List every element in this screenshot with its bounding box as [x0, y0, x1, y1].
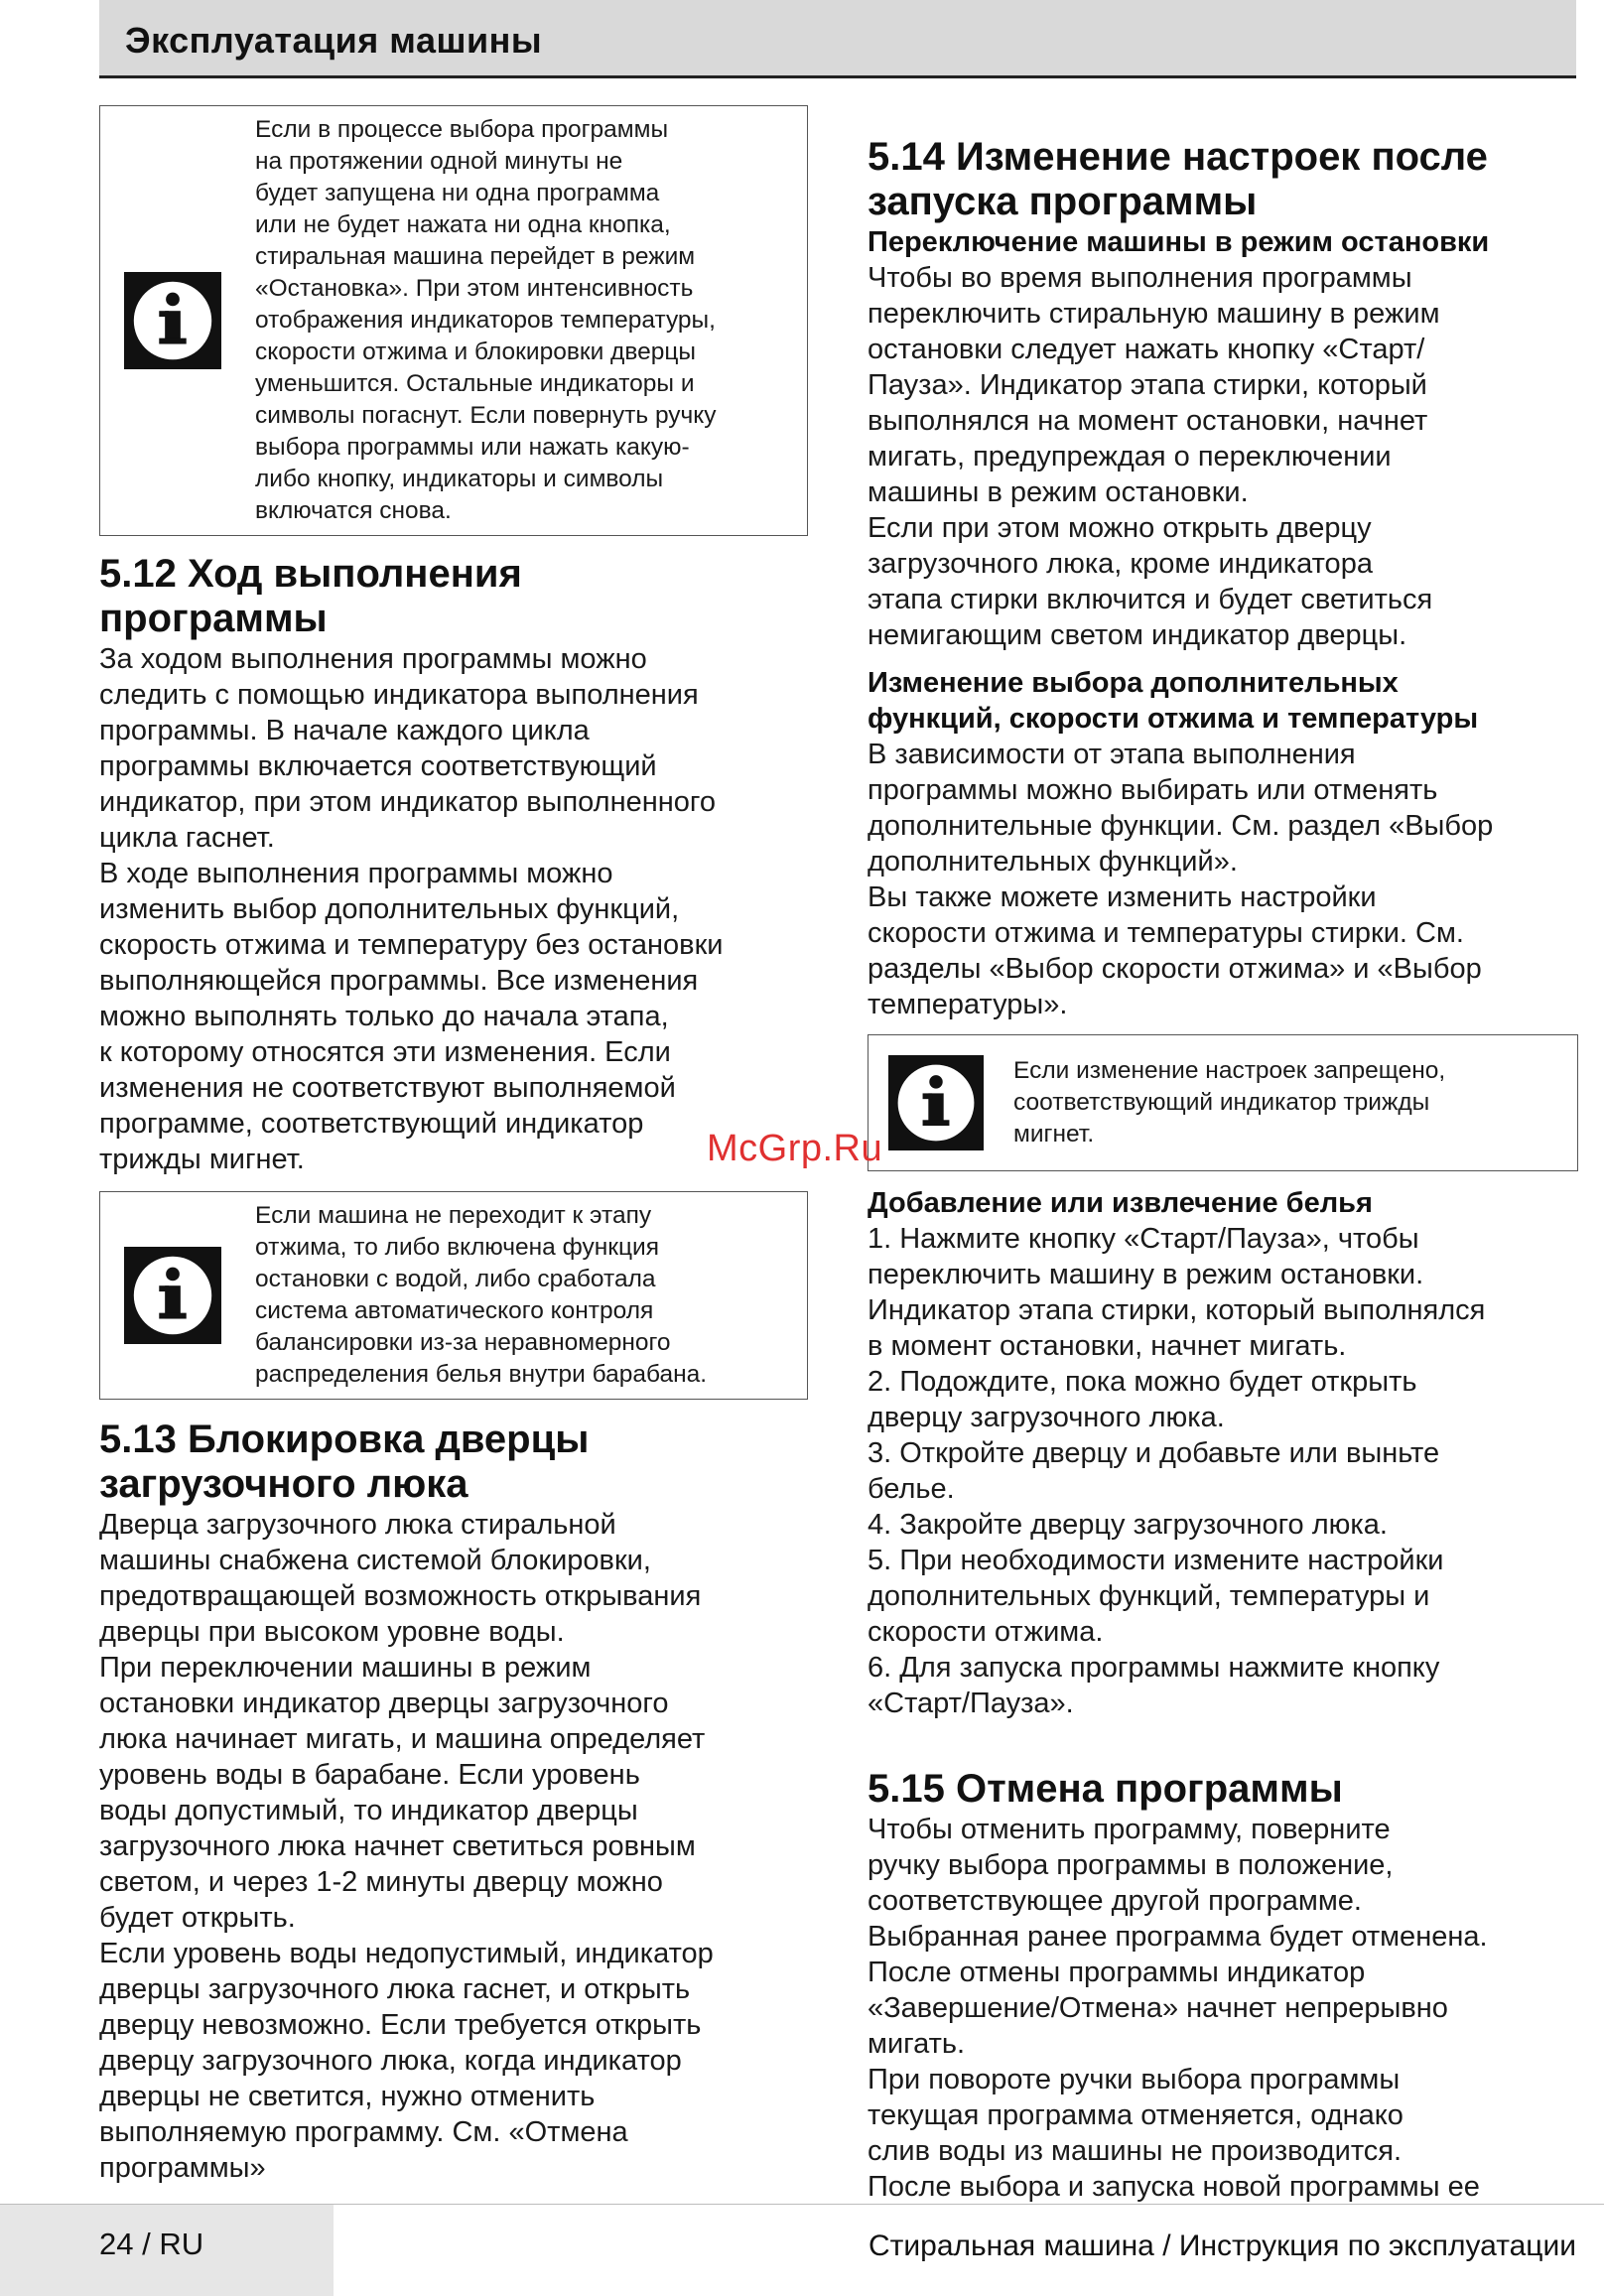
text-line: программы. В начале каждого цикла — [99, 715, 590, 746]
page-number: 24 / RU — [99, 2227, 204, 2261]
text-line: стиральная машина перейдет в режим — [255, 243, 696, 270]
text-line: скорость отжима и температуру без остановки — [99, 929, 724, 961]
text-line: 5.14 Изменение настроек после — [868, 135, 1488, 179]
text-line: 3. Откройте дверцу и добавьте или выньте — [868, 1437, 1440, 1469]
section-5-13-body — [99, 1507, 808, 2186]
info-note-3 — [868, 1034, 1578, 1171]
text-line: 5. При необходимости измените настройки — [868, 1545, 1444, 1576]
text-line: остановки следует нажать кнопку «Старт/ — [868, 334, 1425, 365]
text-line: немигающим светом индикатор дверцы. — [868, 619, 1407, 651]
info-note-1 — [99, 105, 808, 536]
section-5-15-body — [868, 1812, 1578, 2205]
text-line: После отмены программы индикатор — [868, 1957, 1366, 1988]
text-line: «Завершение/Отмена» начнет непрерывно — [868, 1992, 1448, 2024]
text-line: остановки индикатор дверцы загрузочного — [99, 1688, 669, 1719]
text-line: распределения белья внутри барабана. — [255, 1361, 708, 1388]
text-line: светом, и через 1-2 минуты дверцу можно — [99, 1866, 663, 1898]
section-5-13-title — [99, 1418, 808, 1507]
text-line: уменьшится. Остальные индикаторы и — [255, 370, 695, 397]
text-line: скорости отжима. — [868, 1616, 1104, 1648]
text-line: мигать, предупреждая о переключении — [868, 441, 1392, 473]
text-line: выполняющейся программы. Все изменения — [99, 965, 699, 997]
text-line: При повороте ручки выбора программы — [868, 2064, 1401, 2095]
text-line: белье. — [868, 1473, 955, 1505]
text-line: программы можно выбирать или отменять — [868, 774, 1438, 806]
text-line: индикатор, при этом индикатор выполненного — [99, 786, 716, 818]
text-line: ручку выбора программы в положение, — [868, 1849, 1394, 1881]
info-icon-wrap — [100, 1247, 245, 1344]
text-line: трижды мигнет. — [99, 1144, 305, 1175]
text-line: «Остановка». При этом интенсивность — [255, 275, 694, 302]
text-line: Добавление или извлечение белья — [868, 1187, 1373, 1219]
section-5-14-body-1 — [868, 260, 1578, 653]
text-line: Чтобы во время выполнения программы — [868, 262, 1412, 294]
text-line: Чтобы отменить программу, поверните — [868, 1814, 1391, 1845]
text-line: изменения не соответствуют выполняемой — [99, 1072, 676, 1104]
text-line: отжима, то либо включена функция — [255, 1234, 659, 1261]
text-line: соответствующий индикатор трижды — [1013, 1089, 1430, 1116]
text-line: текущая программа отменяется, однако — [868, 2099, 1404, 2131]
text-line: изменить выбор дополнительных функций, — [99, 893, 680, 925]
text-line: «Старт/Пауза». — [868, 1688, 1074, 1719]
note-text — [245, 106, 727, 535]
text-line: скорости отжима и блокировки дверцы — [255, 338, 696, 365]
text-line: либо кнопку, индикаторы и символы — [255, 466, 664, 492]
section-5-14-steps — [868, 1221, 1578, 1721]
text-line: Переключение машины в режим остановки — [868, 226, 1490, 258]
text-line: система автоматического контроля — [255, 1297, 654, 1324]
text-line: программы — [99, 597, 328, 640]
text-line: 6. Для запуска программы нажмите кнопку — [868, 1652, 1440, 1684]
text-line: будет запущена ни одна программа — [255, 180, 660, 206]
text-line: загрузочного люка — [99, 1462, 468, 1506]
text-line: запуска программы — [868, 180, 1258, 223]
text-line: Вы также можете изменить настройки — [868, 881, 1377, 913]
text-line: на протяжении одной минуты не — [255, 148, 623, 175]
text-line: программы» — [99, 2152, 266, 2184]
section-5-12-title — [99, 552, 808, 641]
text-line: символы погаснут. Если повернуть ручку — [255, 402, 717, 429]
text-line: мигать. — [868, 2028, 966, 2060]
text-line: разделы «Выбор скорости отжима» и «Выбор — [868, 953, 1482, 985]
text-line: соответствующее другой программе. — [868, 1885, 1362, 1917]
text-line: уровень воды в барабане. Если уровень — [99, 1759, 640, 1791]
text-line: В зависимости от этапа выполнения — [868, 739, 1356, 770]
text-line: Если изменение настроек запрещено, — [1013, 1057, 1446, 1084]
section-5-14-subtitle-3 — [868, 1185, 1578, 1221]
text-line: балансировки из-за неравномерного — [255, 1329, 671, 1356]
text-line: В ходе выполнения программы можно — [99, 858, 613, 889]
info-icon-wrap — [100, 272, 245, 369]
note-text — [245, 1192, 717, 1399]
text-line: температуры». — [868, 989, 1068, 1020]
text-line: переключить машину в режим остановки. — [868, 1259, 1424, 1290]
text-line: переключить стиральную машину в режим — [868, 298, 1440, 330]
text-line: После выбора и запуска новой программы ее — [868, 2171, 1480, 2203]
page-title: Эксплуатация машины — [125, 20, 543, 61]
section-5-14-subtitle-1 — [868, 224, 1578, 260]
text-line: программе, соответствующий индикатор — [99, 1108, 644, 1140]
text-line: цикла гаснет. — [99, 822, 275, 854]
text-line: 2. Подождите, пока можно будет открыть — [868, 1366, 1417, 1398]
text-line: Индикатор этапа стирки, который выполнялся — [868, 1294, 1486, 1326]
text-line: За ходом выполнения программы можно — [99, 643, 647, 675]
text-line: Если в процессе выбора программы — [255, 116, 669, 143]
text-line: или не будет нажата ни одна кнопка, — [255, 211, 671, 238]
text-line: в момент остановки, начнет мигать. — [868, 1330, 1347, 1362]
text-line: выполняемую программу. См. «Отмена — [99, 2116, 628, 2148]
text-line: 1. Нажмите кнопку «Старт/Пауза», чтобы — [868, 1223, 1419, 1255]
text-line: мигнет. — [1013, 1121, 1095, 1148]
text-line: машины в режим остановки. — [868, 476, 1249, 508]
text-line: можно выполнять только до начала этапа, — [99, 1001, 669, 1032]
text-line: дверцы не светится, нужно отменить — [99, 2081, 596, 2112]
text-line: функций, скорости отжима и температуры — [868, 703, 1479, 735]
text-line: программы включается соответствующий — [99, 750, 657, 782]
section-5-14-subtitle-2 — [868, 665, 1578, 737]
text-line: дополнительные функции. См. раздел «Выбор — [868, 810, 1494, 842]
text-line: предотвращающей возможность открывания — [99, 1580, 702, 1612]
text-line: скорости отжима и температуры стирки. См. — [868, 917, 1464, 949]
text-line: будет открыть. — [99, 1902, 296, 1934]
info-icon — [888, 1055, 984, 1150]
text-line: загрузочного люка, кроме индикатора — [868, 548, 1373, 580]
text-line: Если машина не переходит к этапу — [255, 1202, 652, 1229]
text-line: Если при этом можно открыть дверцу — [868, 512, 1372, 544]
text-line: следить с помощью индикатора выполнения — [99, 679, 699, 711]
text-line: Выбранная ранее программа будет отменена. — [868, 1921, 1488, 1953]
text-line: дополнительных функций, температуры и — [868, 1580, 1430, 1612]
text-line: отображения индикаторов температуры, — [255, 307, 716, 334]
text-line: слив воды из машины не производится. — [868, 2135, 1403, 2167]
text-line: дверцы при высоком уровне воды. — [99, 1616, 565, 1648]
text-line: включатся снова. — [255, 497, 452, 524]
text-line: воды допустимый, то индикатор дверцы — [99, 1795, 638, 1826]
text-line: 5.12 Ход выполнения — [99, 552, 522, 596]
section-5-14-body-2 — [868, 737, 1578, 1022]
text-line: При переключении машины в режим — [99, 1652, 592, 1684]
page-header — [99, 0, 1576, 78]
text-line: машины снабжена системой блокировки, — [99, 1545, 651, 1576]
info-icon — [124, 1247, 221, 1344]
section-5-14-title — [868, 135, 1578, 224]
text-line: люка начинает мигать, и машина определяет — [99, 1723, 706, 1755]
text-line: к которому относятся эти изменения. Если — [99, 1036, 671, 1068]
text-line: остановки с водой, либо сработала — [255, 1266, 656, 1292]
text-line: 5.13 Блокировка дверцы — [99, 1418, 590, 1461]
note-text — [1003, 1047, 1455, 1158]
text-line: Если уровень воды недопустимый, индикатор — [99, 1938, 714, 1969]
text-line: 4. Закройте дверцу загрузочного люка. — [868, 1509, 1388, 1541]
text-line: 5.15 Отмена программы — [868, 1767, 1343, 1811]
text-line: Дверца загрузочного люка стиральной — [99, 1509, 616, 1541]
text-line: дверцы загрузочного люка гаснет, и открыть — [99, 1973, 691, 2005]
text-line: дверцу загрузочного люка, когда индикатор — [99, 2045, 682, 2077]
info-icon — [124, 272, 221, 369]
section-5-15-title — [868, 1767, 1578, 1812]
text-line: дополнительных функций». — [868, 846, 1238, 878]
watermark: McGrp.Ru — [707, 1128, 883, 1169]
text-line: выбора программы или нажать какую- — [255, 434, 690, 461]
section-5-12-body — [99, 641, 808, 1177]
right-column — [868, 105, 1578, 2205]
text-line: дверцу невозможно. Если требуется открыть — [99, 2009, 702, 2041]
text-line: дверцу загрузочного люка. — [868, 1402, 1225, 1433]
text-line: загрузочного люка начнет светиться ровным — [99, 1830, 696, 1862]
text-line: Пауза». Индикатор этапа стирки, который — [868, 369, 1427, 401]
info-icon-wrap — [869, 1055, 1003, 1150]
text-line: Изменение выбора дополнительных — [868, 667, 1399, 699]
text-line: этапа стирки включится и будет светиться — [868, 584, 1433, 615]
info-note-2 — [99, 1191, 808, 1400]
footer-doc-title: Стиральная машина / Инструкция по эксплуатации — [868, 2229, 1576, 2262]
text-line: выполнялся на момент остановки, начнет — [868, 405, 1428, 437]
left-column — [99, 105, 808, 2186]
